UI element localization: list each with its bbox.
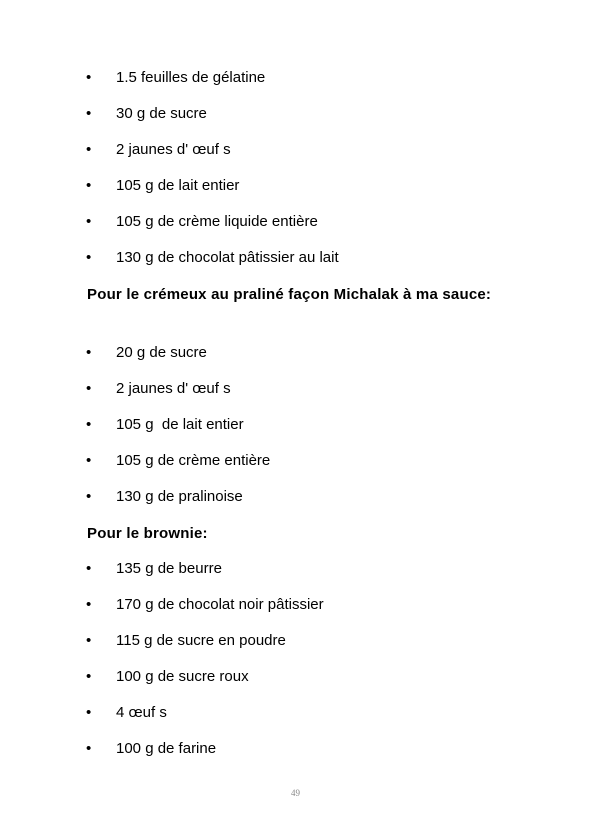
list-item: [0, 141, 591, 177]
list-item: [0, 380, 591, 416]
bullet: •: [86, 452, 92, 469]
list-item-text: 135 g de beurre: [116, 560, 222, 577]
list-item: [0, 105, 591, 141]
list-item-text: 115 g de sucre en poudre: [116, 632, 286, 649]
bullet: •: [86, 141, 92, 158]
bullet: •: [86, 177, 92, 194]
bullet: •: [86, 69, 92, 86]
bullet: •: [86, 380, 92, 397]
list-item: [0, 213, 591, 249]
bullet: •: [86, 560, 92, 577]
list-item-text: 30 g de sucre: [116, 105, 207, 122]
list-item: [0, 452, 591, 488]
list-item-text: 4 œuf s: [116, 704, 167, 721]
list-item: [0, 632, 591, 668]
ingredient-list-2: [0, 344, 591, 524]
list-item-text: 2 jaunes d' œuf s: [116, 380, 231, 397]
list-item-text: 1.5 feuilles de gélatine: [116, 69, 266, 86]
list-item: [0, 560, 591, 596]
section-heading-brownie: Pour le brownie:: [87, 525, 208, 542]
list-item: [0, 249, 591, 285]
bullet: •: [86, 596, 92, 613]
list-item-text: 130 g de chocolat pâtissier au lait: [116, 249, 339, 266]
list-item: [0, 704, 591, 740]
list-item-text: 130 g de pralinoise: [116, 488, 243, 505]
list-item: [0, 416, 591, 452]
bullet: •: [86, 632, 92, 649]
list-item: [0, 69, 591, 105]
list-item: [0, 344, 591, 380]
list-item: [0, 668, 591, 704]
list-item: [0, 177, 591, 213]
bullet: •: [86, 213, 92, 230]
list-item-text: 105 g de crème liquide entière: [116, 213, 318, 230]
bullet: •: [86, 344, 92, 361]
list-item: [0, 488, 591, 524]
list-item: [0, 740, 591, 776]
ingredient-list-1: [0, 69, 591, 285]
bullet: •: [86, 105, 92, 122]
bullet: •: [86, 416, 92, 433]
list-item-text: 105 g de lait entier: [116, 177, 240, 194]
bullet: •: [86, 740, 92, 757]
bullet: •: [86, 249, 92, 266]
ingredient-list-3: [0, 560, 591, 776]
list-item-text: 100 g de farine: [116, 740, 217, 757]
list-item-text: 105 g de crème entière: [116, 452, 271, 469]
list-item-text: 100 g de sucre roux: [116, 668, 249, 685]
bullet: •: [86, 488, 92, 505]
list-item-text: 170 g de chocolat noir pâtissier: [116, 596, 324, 613]
page-number: 49: [291, 788, 300, 798]
list-item-text: 20 g de sucre: [116, 344, 207, 361]
list-item-text: 2 jaunes d' œuf s: [116, 141, 231, 158]
list-item: [0, 596, 591, 632]
list-item-text: 105 g de lait entier: [116, 416, 244, 433]
bullet: •: [86, 668, 92, 685]
section-heading-cremeux: Pour le crémeux au praliné façon Michalak à ma sauce:: [87, 286, 492, 303]
bullet: •: [86, 704, 92, 721]
